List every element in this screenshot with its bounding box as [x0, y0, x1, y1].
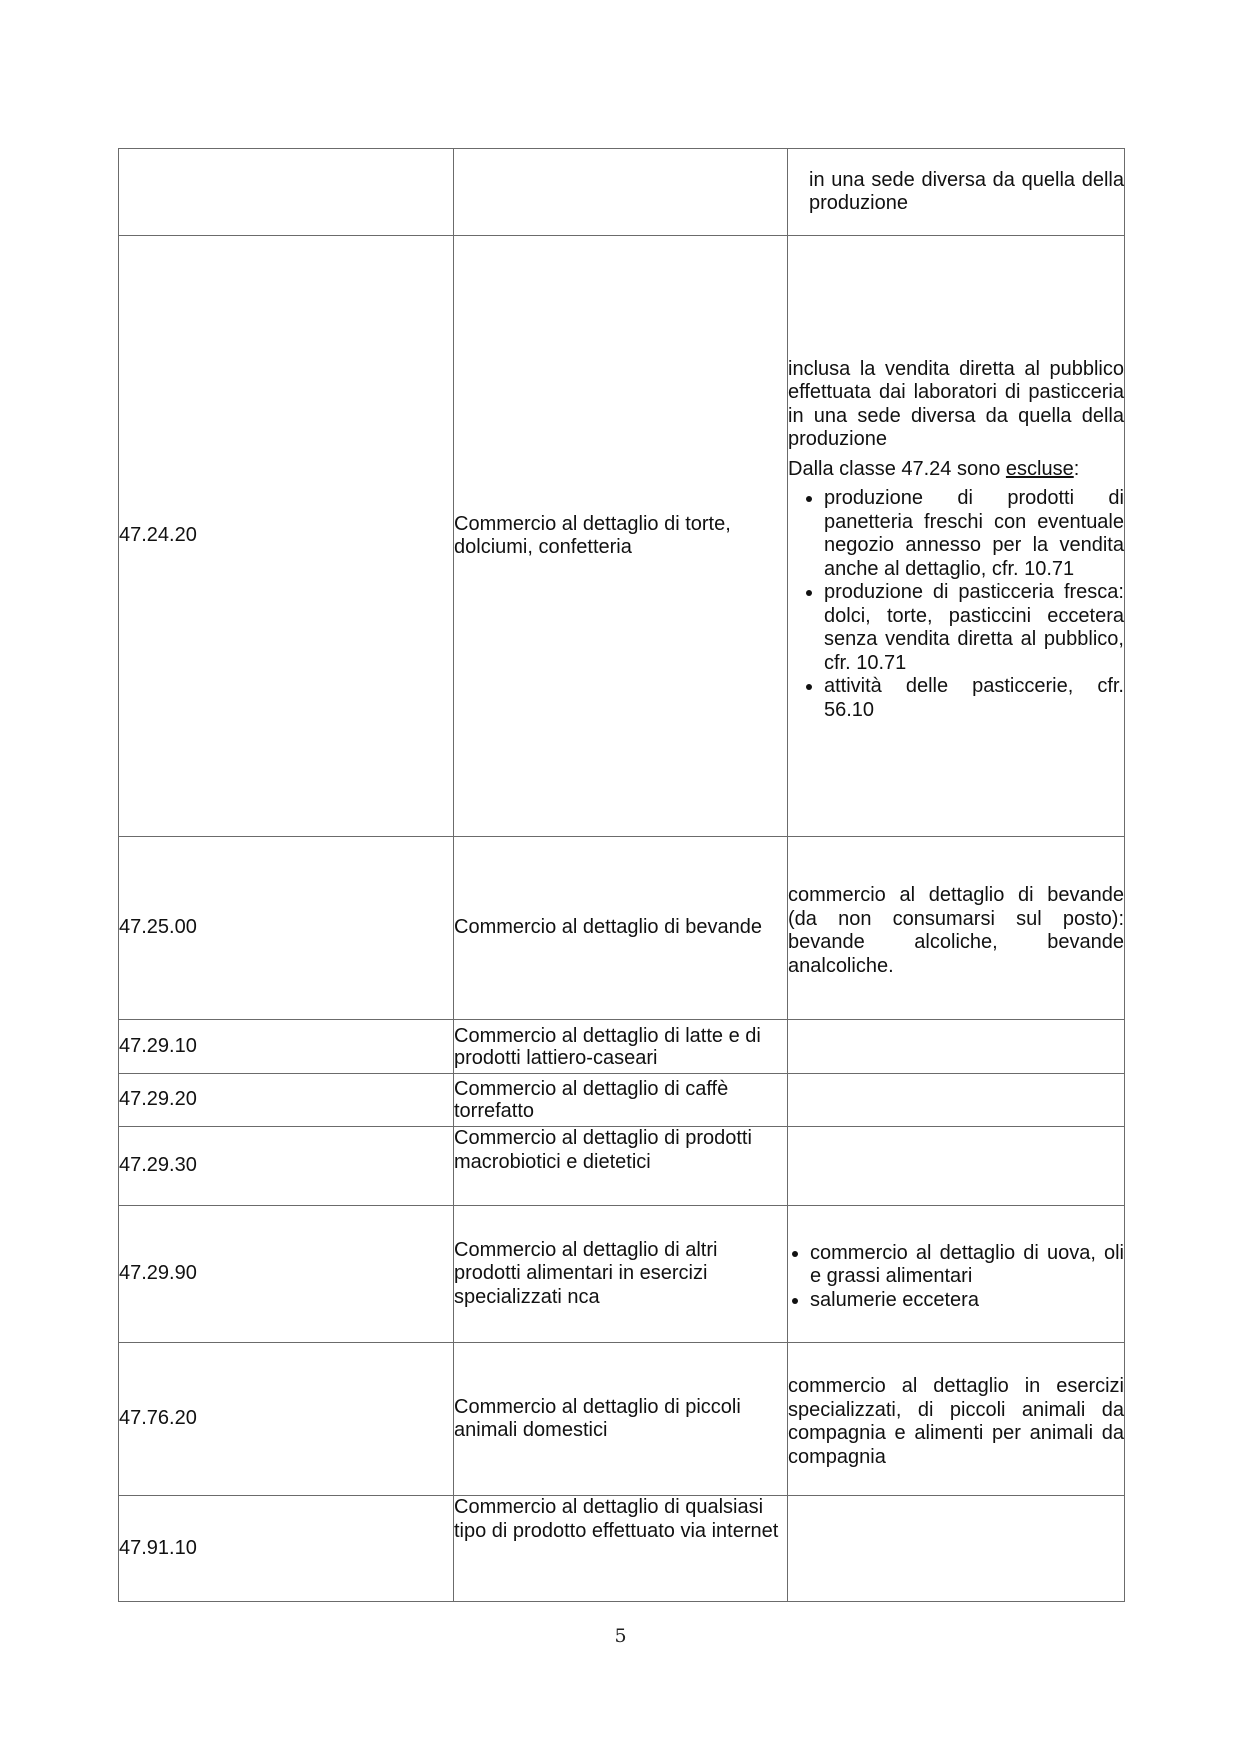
- table-row: [119, 1496, 1125, 1602]
- code-cell: 47.25.00: [119, 837, 454, 1020]
- table-row: [119, 1020, 1125, 1074]
- code-cell: [119, 149, 454, 236]
- code-cell: 47.29.20: [119, 1074, 454, 1127]
- code-cell: 47.91.10: [119, 1496, 454, 1602]
- description-cell: Commercio al dettaglio di caffè torrefatto: [454, 1074, 788, 1127]
- exclusion-list-item: • produzione di prodotti di panetteria freschi con eventuale negozio annesso per la vendita anche al dettaglio, cfr. 10.71: [824, 487, 1124, 581]
- description-cell: Commercio al dettaglio di qualsiasi tipo di prodotto effettuato via internet: [454, 1496, 788, 1602]
- notes-list: [788, 1242, 1124, 1313]
- notes-list-item: • salumerie eccetera: [810, 1289, 1124, 1313]
- code-cell: 47.24.20: [119, 236, 454, 837]
- description-cell: Commercio al dettaglio di prodotti macrobiotici e dietetici: [454, 1127, 788, 1206]
- code-cell: 47.29.90: [119, 1206, 454, 1343]
- table-row: [119, 149, 1125, 236]
- description-cell: Commercio al dettaglio di bevande: [454, 837, 788, 1020]
- table-row: [119, 1343, 1125, 1496]
- notes-intro-text: inclusa la vendita diretta al pubblico effettuata dai laboratori di pasticceria in una sede diversa da quella della produzione: [788, 357, 1124, 451]
- table-row: [119, 1127, 1125, 1206]
- notes-list-item: • commercio al dettaglio di uova, oli e grassi alimentari: [810, 1242, 1124, 1289]
- exclusion-suffix: :: [1073, 457, 1080, 480]
- description-cell: [454, 149, 788, 236]
- table-row: [119, 1206, 1125, 1343]
- ateco-codes-table: [118, 148, 1125, 1602]
- table-row: [119, 837, 1125, 1020]
- notes-cell: [788, 1343, 1125, 1496]
- notes-cell: [788, 1496, 1125, 1602]
- notes-cell: [788, 1206, 1125, 1343]
- notes-cell: [788, 1127, 1125, 1206]
- description-cell: Commercio al dettaglio di altri prodotti alimentari in esercizi specializzati nca: [454, 1206, 788, 1343]
- table-row: [119, 1074, 1125, 1127]
- code-cell: 47.29.10: [119, 1020, 454, 1074]
- code-cell: 47.29.30: [119, 1127, 454, 1206]
- notes-cell: [788, 1020, 1125, 1074]
- notes-cell: [788, 236, 1125, 837]
- notes-cell: [788, 1074, 1125, 1127]
- description-cell: Commercio al dettaglio di piccoli animali domestici: [454, 1343, 788, 1496]
- notes-exclusion-heading: [788, 458, 1124, 482]
- description-cell: Commercio al dettaglio di torte, dolciumi, confetteria: [454, 236, 788, 837]
- page-number: 5: [614, 1625, 627, 1647]
- description-cell: Commercio al dettaglio di latte e di prodotti lattiero-caseari: [454, 1020, 788, 1074]
- notes-continuation-text: in una sede diversa da quella della produzione: [809, 168, 1124, 214]
- exclusion-underlined-word: escluse: [1005, 457, 1074, 480]
- exclusion-list: [788, 487, 1124, 722]
- exclusion-prefix: Dalla classe 47.24 sono: [788, 457, 1006, 480]
- notes-cell: [788, 837, 1125, 1020]
- notes-cell: [788, 149, 1125, 236]
- code-cell: 47.76.20: [119, 1343, 454, 1496]
- exclusion-list-item: • produzione di pasticceria fresca: dolci, torte, pasticcini eccetera senza vendita diretta al pubblico, cfr. 10.71: [824, 581, 1124, 675]
- exclusion-list-item: • attività delle pasticcerie, cfr. 56.10: [824, 675, 1124, 722]
- notes-text: commercio al dettaglio di bevande (da non consumarsi sul posto): bevande alcoliche, bevande analcoliche.: [788, 884, 1124, 977]
- notes-text: commercio al dettaglio in esercizi specializzati, di piccoli animali da compagnia e alimenti per animali da compagnia: [788, 1375, 1124, 1468]
- table-row: [119, 236, 1125, 837]
